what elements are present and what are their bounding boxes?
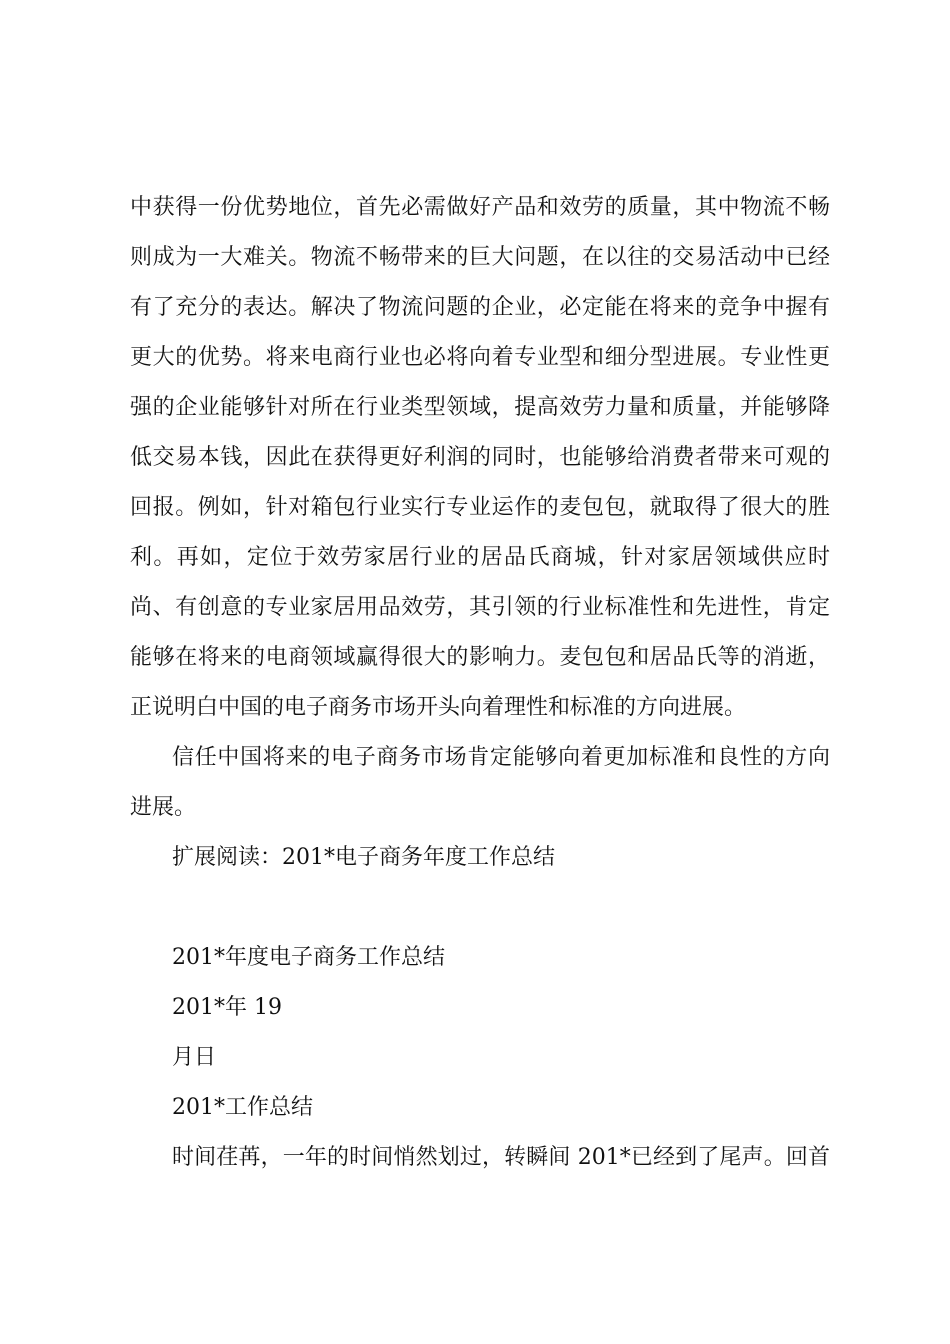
- extended-reading-line: 扩展阅读：201*电子商务年度工作总结: [172, 845, 555, 870]
- section-heading: 201*工作总结: [172, 1095, 313, 1120]
- paragraph-1-line-8: 利。再如，定位于效劳家居行业的居品氏商城，针对家居领域供应时: [130, 545, 830, 570]
- paragraph-1-line-3: 有了充分的表达。解决了物流问题的企业，必定能在将来的竞争中握有: [130, 295, 830, 320]
- paragraph-2-line-1: 信任中国将来的电子商务市场肯定能够向着更加标准和良性的方向: [172, 745, 830, 770]
- paragraph-1-line-4: 更大的优势。将来电商行业也必将向着专业型和细分型进展。专业性更: [130, 345, 830, 370]
- paragraph-1-line-9: 尚、有创意的专业家居用品效劳，其引领的行业标准性和先进性，肯定: [130, 595, 830, 620]
- paragraph-1-line-11: 正说明白中国的电子商务市场开头向着理性和标准的方向进展。: [130, 695, 747, 720]
- paragraph-1-line-10: 能够在将来的电商领域赢得很大的影响力。麦包包和居品氏等的消逝，: [130, 645, 830, 670]
- paragraph-1-line-7: 回报。例如，针对箱包行业实行专业运作的麦包包，就取得了很大的胜: [130, 495, 830, 520]
- paragraph-2-line-2: 进展。: [130, 795, 197, 820]
- report-date-line-1: 201*年 19: [172, 995, 282, 1020]
- report-date-line-2: 月日: [172, 1045, 217, 1070]
- paragraph-1-line-6: 低交易本钱，因此在获得更好利润的同时，也能够给消费者带来可观的: [130, 445, 830, 470]
- report-title: 201*年度电子商务工作总结: [172, 945, 445, 970]
- paragraph-1-line-2: 则成为一大难关。物流不畅带来的巨大问题，在以往的交易活动中已经: [130, 245, 830, 270]
- closing-line: 时间荏苒，一年的时间悄然划过，转瞬间 201*已经到了尾声。回首: [172, 1145, 830, 1170]
- paragraph-1-line-5: 强的企业能够针对所在行业类型领域，提高效劳力量和质量，并能够降: [130, 395, 830, 420]
- paragraph-1-line-1: 中获得一份优势地位，首先必需做好产品和效劳的质量，其中物流不畅: [130, 195, 830, 220]
